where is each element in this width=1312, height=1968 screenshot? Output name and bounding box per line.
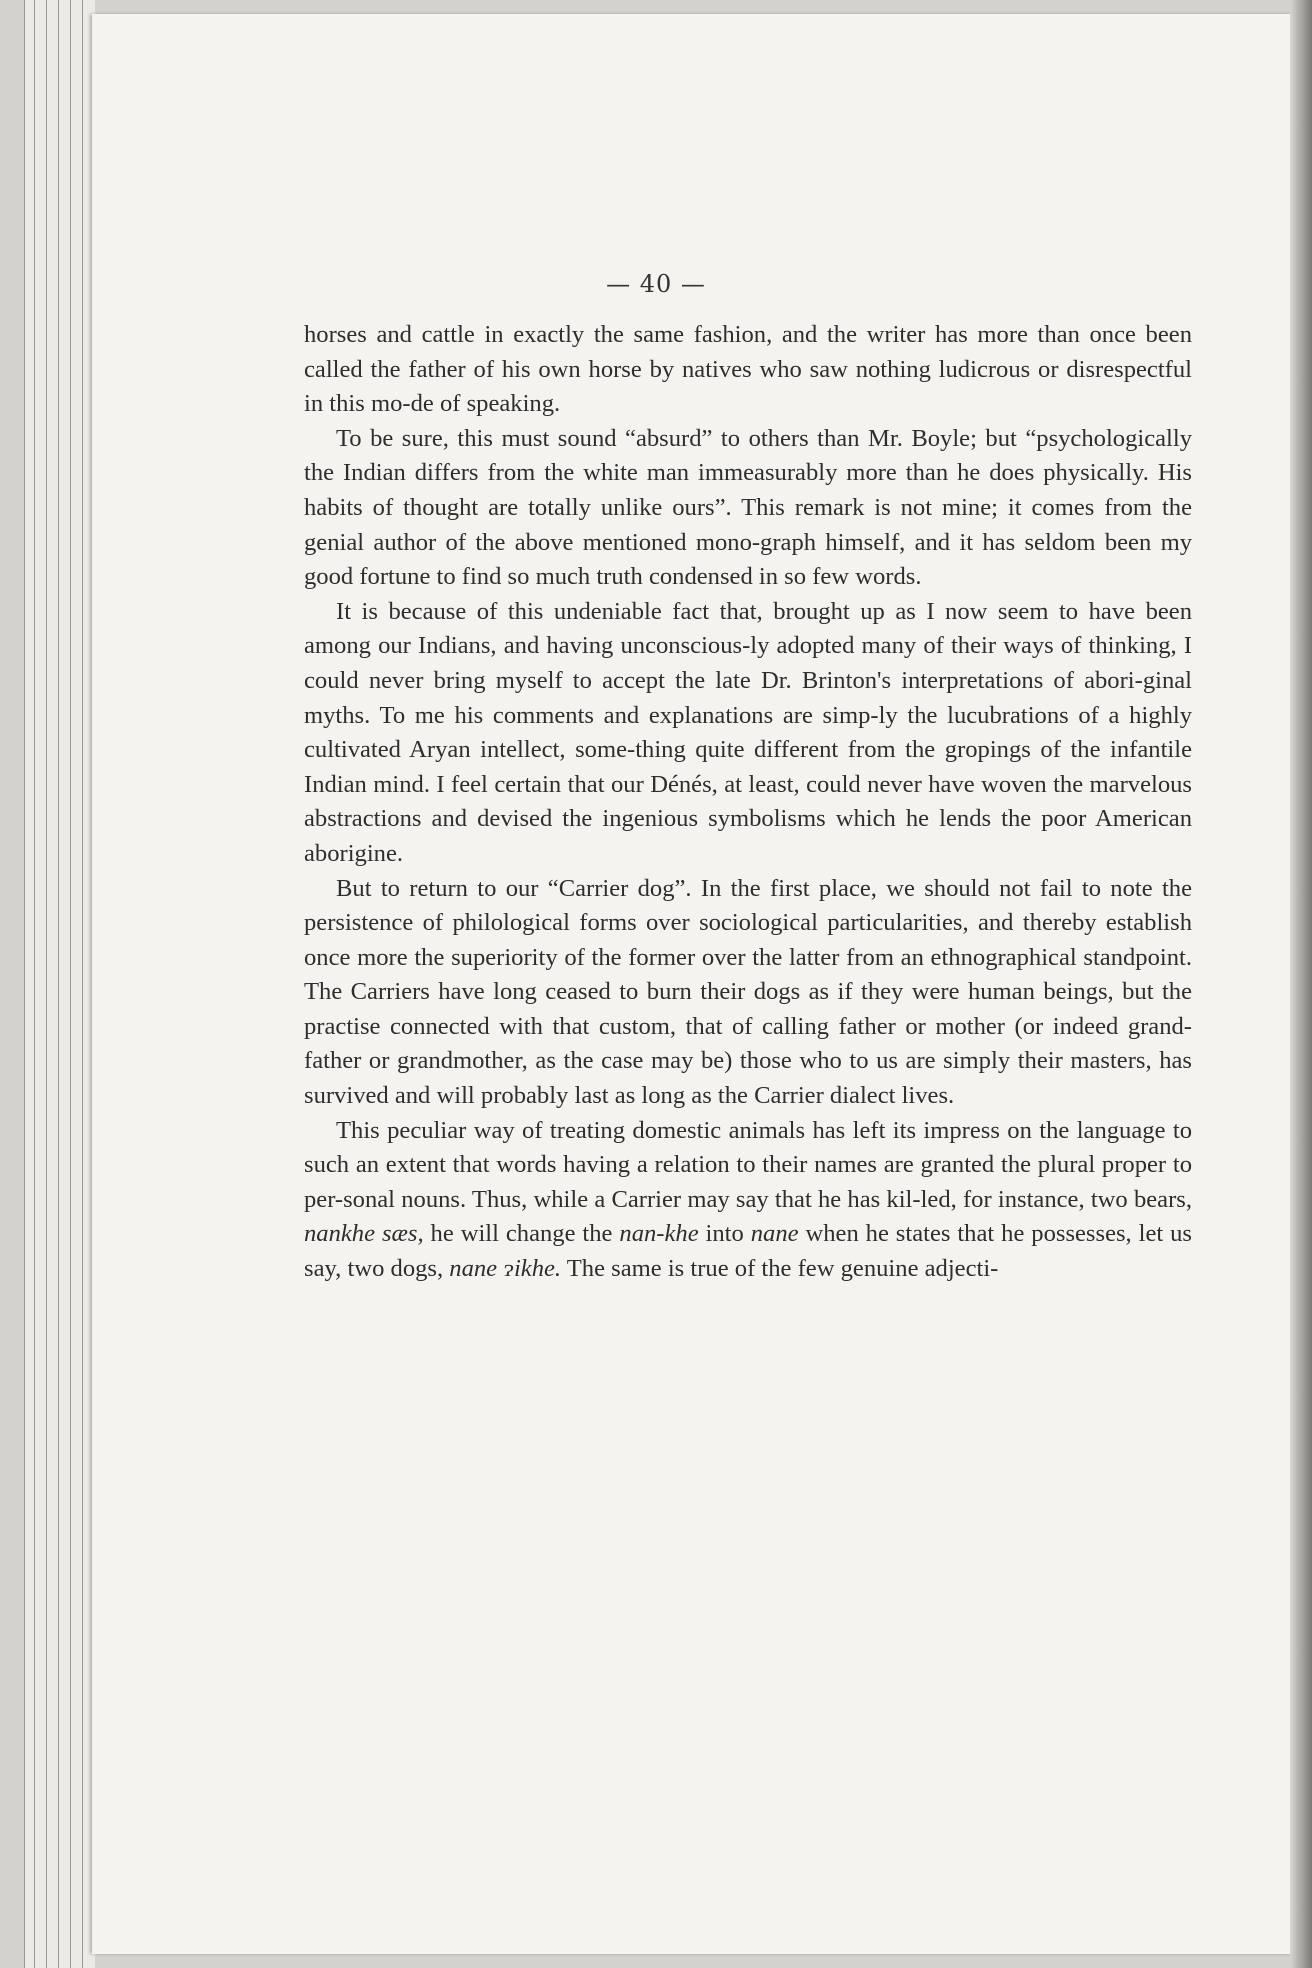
native-term: nane	[750, 1220, 799, 1248]
native-term: nane ɂikhe.	[449, 1255, 562, 1283]
paragraph: horses and cattle in exactly the same fashion, and the writer has more than once been called the father of his own horse by natives who saw nothing ludicrous or disrespectful in this mo-de of speaking.	[304, 321, 1192, 418]
text-run: This peculiar way of treating domestic animals has left its impress on the language to such an extent that words having a relation to their names are granted the plural proper to per-sonal nouns. Thus, while a Carrier may say that he has kil-led, for instance, two bears,	[304, 1116, 1192, 1213]
paragraph	[304, 1114, 1192, 1287]
text-run: The same is true of the few genuine adjecti-	[561, 1255, 999, 1283]
native-term: nan-khe	[619, 1220, 699, 1248]
text-run: into	[698, 1220, 751, 1248]
text-run: when he states that he possesses, let us say, two dogs,	[304, 1220, 1192, 1283]
native-term: nankhe sæs,	[304, 1220, 424, 1248]
paragraph: To be sure, this must sound “absurd” to others than Mr. Boyle; but “psychologically the Indian differs from the white man immeasurably more than he does physically. His habits of thought are totally unlike ours”. This remark is not mine; it comes from the genial author of the above mentioned mono-graph himself, and it has seldom been my good fortune to find so much truth condensed in so few words.	[304, 424, 1192, 591]
paragraph: But to return to our “Carrier dog”. In the first place, we should not fail to note the persistence of philological forms over sociological particularities, and thereby establish once more the superiority of the former over the latter from an ethnographical standpoint. The Carriers have long ceased to burn their dogs as if they were human beings, but the practise connected with that custom, that of calling father or mother (or indeed grand-father or grandmother, as the case may be) those who to us are simply their masters, has survived and will probably last as long as the Carrier dialect lives.	[304, 874, 1192, 1110]
body-text	[304, 318, 1192, 1287]
paragraph: It is because of this undeniable fact that, brought up as I now seem to have been among our Indians, and having unconscious-ly adopted many of their ways of thinking, I could never bring myself to accept the late Dr. Brinton's interpretations of abori-ginal myths. To me his comments and explanations are simp-ly the lucubrations of a highly cultivated Aryan intellect, some-thing quite different from the gropings of the infantile Indian mind. I feel certain that our Dénés, at least, could never have woven the marvelous abstractions and devised the ingenious symbolisms which he lends the poor American aborigine.	[304, 597, 1192, 867]
page-number-header: — 40 —	[606, 270, 706, 298]
text-run: he will change the	[423, 1220, 620, 1248]
